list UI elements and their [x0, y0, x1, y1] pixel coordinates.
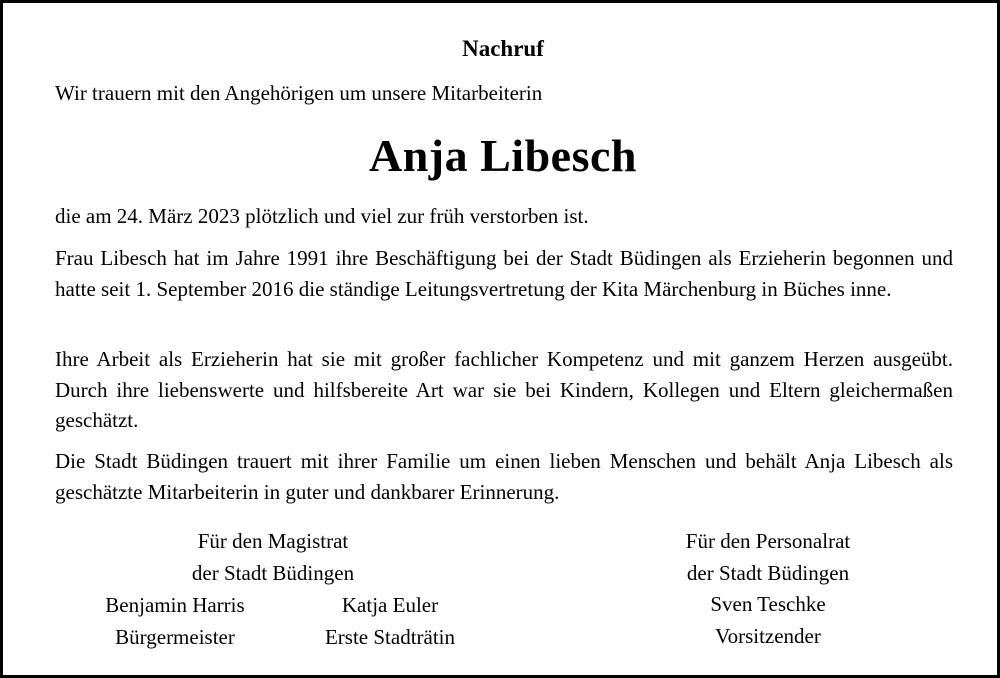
signature-personalrat-name: Sven Teschke: [710, 592, 826, 616]
signature-magistrat-line1: Für den Magistrat: [197, 529, 349, 553]
signature-magistrat-header: [123, 526, 423, 589]
signature-councillor-name: Katja Euler: [341, 593, 439, 617]
signature-personalrat-line1: Für den Personalrat: [685, 529, 851, 553]
intro-line: Wir trauern mit den Angehörigen um unsere Mitarbeiterin: [55, 81, 543, 105]
paragraph-mourning: Die Stadt Büdingen trauert mit ihrer Familie um einen lieben Menschen und behält Anja Libesch als geschätzte Mitarbeiterin in guter und dankbarer Erinnerung.: [55, 449, 953, 504]
signature-magistrat-line2: der Stadt Büdingen: [191, 560, 355, 585]
deceased-name: Anja Libesch: [369, 130, 637, 181]
signature-personalrat-role: Vorsitzender: [715, 623, 821, 648]
paragraph-work: Ihre Arbeit als Erzieherin hat sie mit großer fachlicher Kompetenz und mit ganzem Herzen ausgeübt. Durch ihre liebenswerte und hilfsbereite Art war sie bei Kindern, Kollegen und Eltern gleichermaßen geschätzt.: [55, 347, 953, 432]
signature-mayor-name: Benjamin Harris: [105, 593, 245, 617]
signature-councillor: [290, 590, 490, 653]
paragraph-date: die am 24. März 2023 plötzlich und viel zur früh verstorben ist.: [55, 204, 589, 228]
paragraph-career: Frau Libesch hat im Jahre 1991 ihre Beschäftigung bei der Stadt Büdingen als Erzieherin begonnen und hatte seit 1. September 2016 die ständige Leitungsvertretung der Kita Märchenburg in Büches inne.: [55, 246, 953, 301]
signature-councillor-role: Erste Stadträtin: [324, 624, 456, 649]
signature-personalrat: [618, 526, 918, 652]
signature-personalrat-line2: der Stadt Büdingen: [686, 560, 850, 585]
obituary-heading: Nachruf: [462, 36, 544, 61]
signature-mayor: [75, 590, 275, 653]
signature-mayor-role: Bürgermeister: [115, 624, 235, 649]
